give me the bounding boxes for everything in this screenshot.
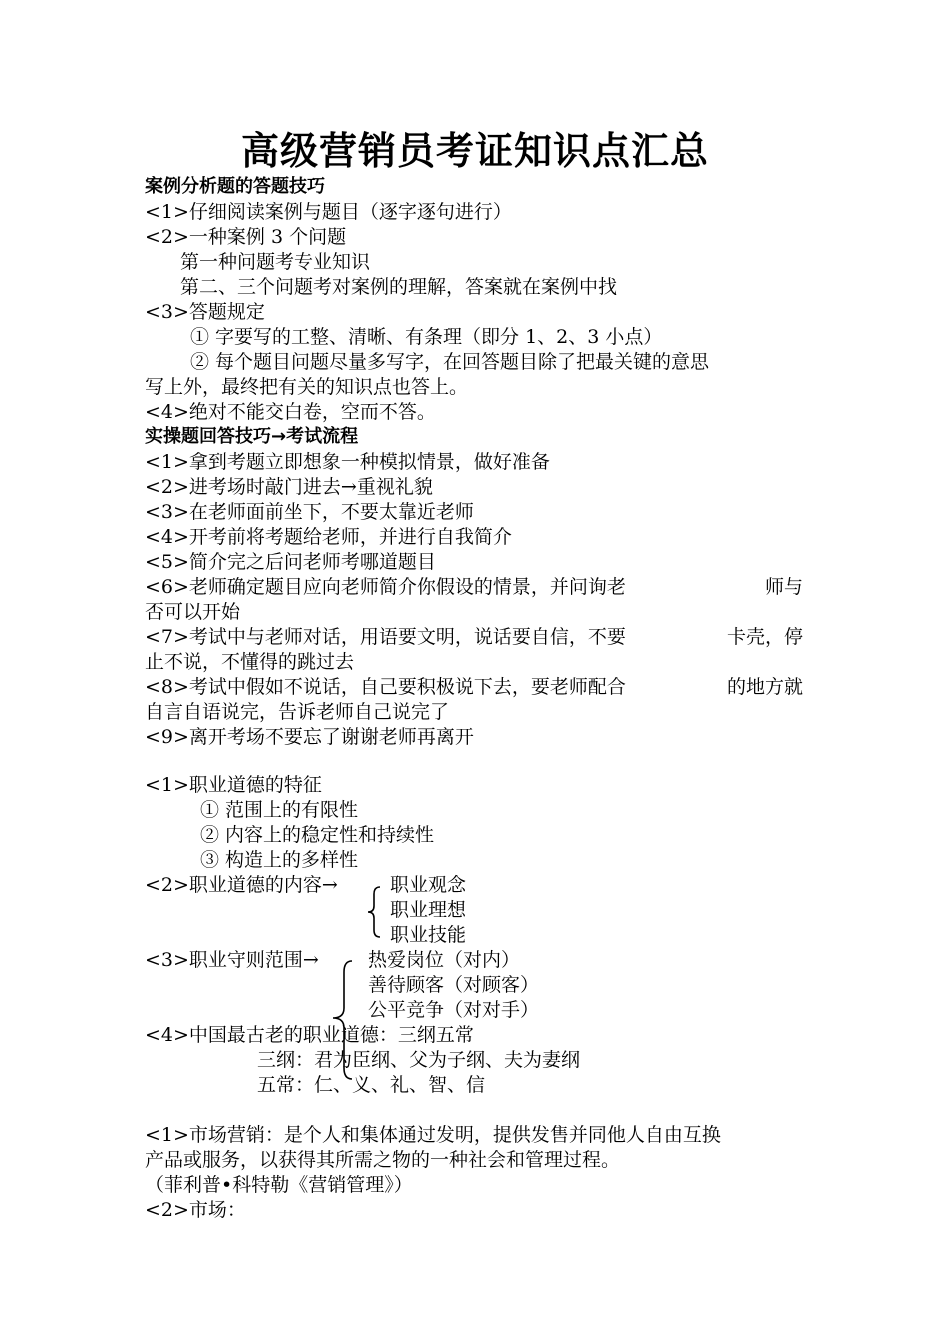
text-line: （菲利普•科特勒《营销管理》） (145, 1174, 413, 1196)
text-line: <3>职业守则范围→ (145, 949, 319, 971)
text-segment: <7>考试中与老师对话，用语要文明，说话要自信，不要 (145, 626, 626, 648)
text-line (145, 575, 803, 599)
text-line: <1>拿到考题立即想象一种模拟情景，做好准备 (145, 451, 550, 473)
brace-icon (366, 886, 382, 938)
text-line: <5>简介完之后问老师考哪道题目 (145, 551, 436, 573)
text-line: 第二、三个问题考对案例的理解，答案就在案例中找 (180, 276, 618, 298)
text-line: ③ 构造上的多样性 (200, 849, 359, 871)
text-line: 否可以开始 (145, 601, 241, 623)
text-line: 公平竞争（对对手） (368, 999, 540, 1021)
text-line: 职业观念 (390, 874, 467, 896)
text-line: 自言自语说完，告诉老师自己说完了 (145, 701, 450, 723)
text-segment: 的地方就 (726, 676, 803, 698)
text-line: 第一种问题考专业知识 (180, 251, 371, 273)
text-line: 五常：仁、义、礼、智、信 (257, 1074, 486, 1096)
text-segment: <6>老师确定题目应向老师简介你假设的情景，并问询老 (145, 576, 626, 598)
text-line: 止不说，不懂得的跳过去 (145, 651, 355, 673)
text-line: 热爱岗位（对内） (368, 949, 521, 971)
text-line: ① 范围上的有限性 (200, 799, 359, 821)
text-line: <3>在老师面前坐下，不要太靠近老师 (145, 501, 474, 523)
text-line: <1>市场营销：是个人和集体通过发明，提供发售并同他人自由互换 (145, 1124, 721, 1146)
text-line: <1>仔细阅读案例与题目（逐字逐句进行） (145, 201, 512, 223)
text-segment: <8>考试中假如不说话，自己要积极说下去，要老师配合 (145, 676, 626, 698)
section-heading-case-analysis: 案例分析题的答题技巧 (145, 176, 325, 197)
text-line: <9>离开考场不要忘了谢谢老师再离开 (145, 726, 474, 748)
text-line: <4>绝对不能交白卷，空而不答。 (145, 401, 436, 423)
text-line: ② 每个题目问题尽量多写字，在回答题目除了把最关键的意思 (190, 351, 710, 373)
text-line: <4>开考前将考题给老师，并进行自我简介 (145, 526, 512, 548)
text-line: 写上外，最终把有关的知识点也答上。 (145, 376, 469, 398)
text-line (145, 625, 803, 649)
text-line: <4>中国最古老的职业道德：三纲五常 (145, 1024, 474, 1046)
text-line: <2>职业道德的内容→ (145, 874, 338, 896)
text-line: 职业理想 (390, 899, 467, 921)
text-line: 善待顾客（对顾客） (368, 974, 540, 996)
text-segment: 卡壳，停 (726, 626, 803, 648)
text-line: <1>职业道德的特征 (145, 774, 322, 796)
document-title: 高级营销员考证知识点汇总 (240, 129, 709, 173)
text-line: <3>答题规定 (145, 301, 265, 323)
section-heading-practical: 实操题回答技巧→考试流程 (145, 426, 359, 447)
brace-icon (330, 960, 356, 1080)
text-line: <2>市场： (145, 1199, 246, 1221)
text-line: ② 内容上的稳定性和持续性 (200, 824, 435, 846)
text-line: 三纲：君为臣纲、父为子纲、夫为妻纲 (257, 1049, 581, 1071)
text-line: <2>进考场时敲门进去→重视礼貌 (145, 476, 433, 498)
text-line (145, 675, 803, 699)
text-line: 产品或服务，以获得其所需之物的一种社会和管理过程。 (145, 1149, 621, 1171)
text-line: 职业技能 (390, 924, 467, 946)
text-segment: 师与 (764, 576, 803, 598)
text-line: ① 字要写的工整、清晰、有条理（即分 1、2、3 小点） (190, 326, 663, 348)
text-line: <2>一种案例 3 个问题 (145, 226, 347, 248)
